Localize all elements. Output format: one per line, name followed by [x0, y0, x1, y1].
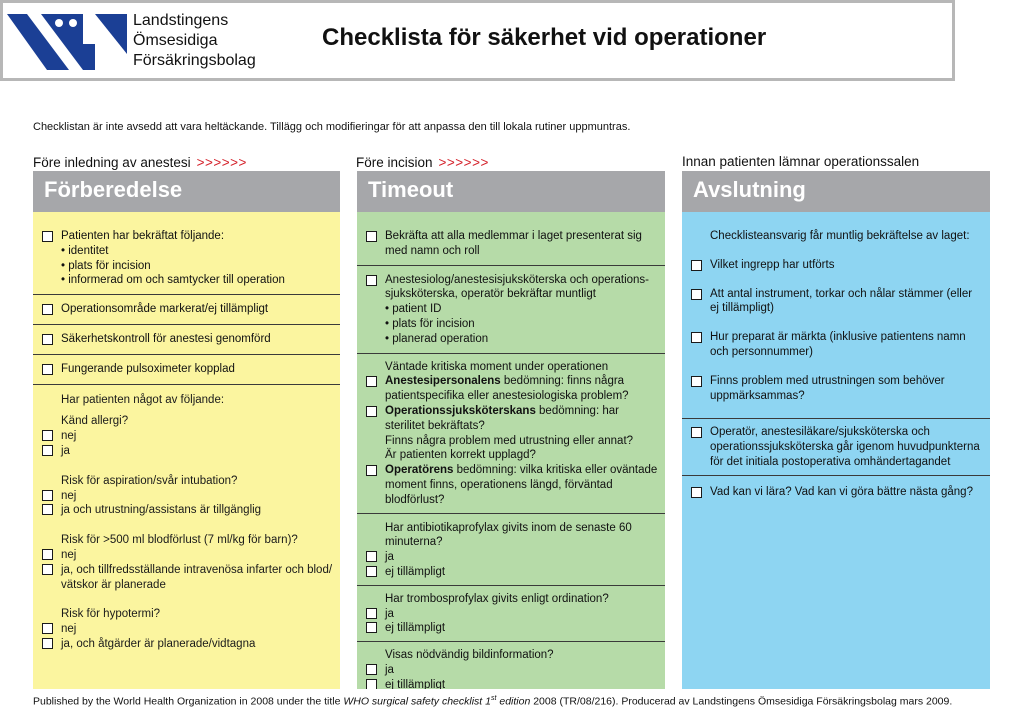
phase-label-1: [33, 155, 247, 170]
checklist-item: [357, 266, 665, 354]
item-text: Vilket ingrepp har utförts: [710, 258, 835, 271]
item-text: Anestesiolog/anestesisjuksköterska och operations-: [385, 273, 650, 286]
checkbox[interactable]: [366, 679, 377, 689]
item-text: Säkerhetskontroll för anestesi genomförd: [61, 332, 271, 345]
footer-part: Published by the World Health Organization in 2008 under the title: [33, 695, 344, 708]
item-text: blodförlust?: [385, 493, 445, 506]
checklist-item: [33, 229, 340, 295]
item-text: patientspecifika eller anestesiologiska problem?: [385, 390, 629, 403]
checkbox[interactable]: [42, 623, 53, 634]
checkbox[interactable]: [42, 564, 53, 575]
checklist-item: [682, 476, 990, 500]
arrows-icon: >>>>>>: [438, 155, 489, 170]
option-text: nej: [61, 430, 77, 443]
option-text: nej: [61, 548, 77, 561]
section-intro: [682, 212, 990, 244]
checkbox[interactable]: [366, 376, 377, 387]
role-label: Anestesipersonalens: [385, 375, 501, 388]
checkbox[interactable]: [691, 427, 702, 438]
checkbox[interactable]: [42, 490, 53, 501]
checkbox[interactable]: [42, 334, 53, 345]
checklist-item: [682, 360, 990, 420]
checkbox[interactable]: [366, 608, 377, 619]
item-text: Fungerande pulsoximeter kopplad: [61, 362, 235, 375]
footer-part: 2008 (TR/08/216). Producerad av Landstingens Ömsesidiga Försäkringsbolag mars 2009.: [530, 695, 953, 708]
column-header: Timeout: [357, 171, 665, 212]
column-header: Avslutning: [682, 171, 990, 212]
phase-text: Före inledning av anestesi: [33, 155, 191, 170]
sub-item: [385, 374, 661, 389]
checklist-item: [357, 514, 665, 586]
org-name-line: Ömsesidiga: [133, 32, 218, 49]
item-text: Operationsområde markerat/ej tillämpligt: [61, 303, 269, 316]
checklist-item: [682, 244, 990, 273]
option: [357, 621, 661, 636]
question-text: Känd allergi?: [61, 415, 129, 428]
org-name: [133, 11, 256, 71]
option: [33, 548, 340, 563]
checkbox[interactable]: [366, 622, 377, 633]
checkbox[interactable]: [691, 289, 702, 300]
checkbox[interactable]: [366, 566, 377, 577]
checkbox[interactable]: [42, 445, 53, 456]
option-text: ja: [385, 663, 394, 676]
org-name-line: Landstingens: [133, 12, 229, 29]
checkbox[interactable]: [366, 275, 377, 286]
question-text: Risk för aspiration/svår intubation?: [61, 474, 238, 487]
checklist-item: [682, 316, 990, 360]
option-text: nej: [61, 623, 77, 636]
checklist-item: [682, 273, 990, 317]
checkbox[interactable]: [42, 504, 53, 515]
option: [33, 503, 340, 518]
item-text: bedömning: har: [535, 404, 619, 417]
option: [33, 444, 340, 459]
item-text: Vad kan vi lära? Vad kan vi göra bättre nästa gång?: [710, 485, 973, 498]
footer-sup: st: [490, 695, 497, 702]
item-text: Hur preparat är märkta (inklusive patientens namn: [710, 331, 966, 344]
role-label: Operationssjuksköterskans: [385, 404, 536, 417]
checkbox[interactable]: [42, 304, 53, 315]
option-text: vätskor är planerade: [61, 578, 166, 591]
bullet-text: • patient ID: [385, 303, 442, 316]
question-text: minuterna?: [385, 536, 443, 549]
phase-text: Innan patienten lämnar operationssalen: [682, 154, 920, 169]
question-text: Visas nödvändig bildinformation?: [385, 649, 554, 662]
item-text: Bekräfta att alla medlemmar i laget presenterat sig: [385, 230, 642, 242]
checklist-item: [357, 642, 665, 689]
checkbox[interactable]: [691, 332, 702, 343]
option: [33, 637, 340, 652]
option: [33, 429, 340, 444]
option-text: nej: [61, 489, 77, 502]
option-text: ej tillämpligt: [385, 622, 446, 635]
column-timeout: [357, 171, 665, 689]
option-text: ja: [385, 607, 394, 620]
checkbox[interactable]: [366, 465, 377, 476]
org-name-line: Försäkringsbolag: [133, 52, 256, 69]
checklist-item: [357, 586, 665, 642]
bullet-text: • planerad operation: [385, 332, 489, 345]
bullet-text: • plats för incision: [385, 317, 475, 330]
item-text: Finns några problem med utrustning eller annat?: [385, 434, 634, 447]
checkbox[interactable]: [42, 549, 53, 560]
document-title: Checklista för säkerhet vid operationer: [322, 24, 767, 51]
checkbox[interactable]: [42, 638, 53, 649]
header-box: [0, 0, 955, 81]
checkbox[interactable]: [691, 487, 702, 498]
item-text: ej tillämpligt): [710, 302, 774, 315]
option-text: ja, och åtgärder är planerade/vidtagna: [61, 637, 256, 650]
bullet-text: • informerad om och samtycker till operation: [61, 274, 285, 287]
arrows-icon: >>>>>>: [196, 155, 247, 170]
phase-text: Före incision: [356, 155, 433, 170]
item-text: Är patienten korrekt upplagd?: [385, 449, 536, 462]
option: [33, 489, 340, 504]
footer-text: [33, 695, 952, 708]
question-text: Risk för >500 ml blodförlust (7 ml/kg för barn)?: [61, 534, 298, 547]
footer-italic: WHO surgical safety checklist 1: [343, 695, 491, 708]
item-text: Operatör, anestesiläkare/sjuksköterska och: [710, 426, 930, 439]
checkbox[interactable]: [42, 364, 53, 375]
item-text: Att antal instrument, torkar och nålar stämmer (eller: [710, 287, 973, 300]
checkbox[interactable]: [366, 551, 377, 562]
item-text: bedömning: vilka kritiska eller oväntade: [453, 464, 658, 477]
question-text: Har antibiotikaprofylax givits inom de senaste 60: [385, 521, 632, 534]
option-text: ja, och tillfredsställande intravenösa infarter och blod/: [61, 563, 333, 576]
checkbox[interactable]: [691, 376, 702, 387]
checklist-item: [682, 419, 990, 475]
option-text: ej tillämpligt: [385, 678, 446, 689]
checkbox[interactable]: [366, 664, 377, 675]
checklist-item: [33, 295, 340, 325]
checklist-item: [33, 325, 340, 355]
option-text: ja: [61, 444, 70, 457]
option: [357, 607, 661, 622]
item-text: operationssjuksköterska går igenom huvudpunkterna: [710, 441, 980, 454]
checkbox[interactable]: [42, 231, 53, 242]
item-text: med namn och roll: [385, 244, 480, 257]
lof-logo-icon: [7, 14, 127, 70]
checklist-item: [357, 354, 665, 514]
option: [33, 622, 340, 637]
item-text: Väntade kritiska moment under operationen: [385, 360, 609, 373]
phase-label-3: [682, 154, 919, 169]
intro-text: Checklisteansvarig får muntlig bekräftelse av laget:: [710, 230, 970, 242]
option: [357, 678, 661, 689]
option-text: ej tillämpligt: [385, 565, 446, 578]
item-text: Finns problem med utrustningen som behöver: [710, 374, 945, 387]
checkbox[interactable]: [366, 231, 377, 242]
column-forberedelse: [33, 171, 340, 689]
bullet-text: • plats för incision: [61, 259, 151, 272]
option: [33, 563, 340, 578]
checkbox[interactable]: [691, 260, 702, 271]
question-text: Risk för hypotermi?: [61, 608, 161, 621]
checklist-item: [357, 229, 665, 266]
option: [357, 565, 661, 580]
option: [357, 663, 661, 678]
item-text: och personnummer): [710, 345, 813, 358]
bullet-text: • identitet: [61, 244, 109, 257]
item-text: för det initiala postoperativa omhändertagandet: [710, 455, 951, 468]
phase-label-2: [356, 155, 489, 170]
item-text: bedömning: finns några: [500, 375, 625, 388]
checklist-item: [33, 355, 340, 385]
question-text: Har trombosprofylax givits enligt ordination?: [385, 592, 609, 605]
item-text: uppmärksammas?: [710, 389, 805, 402]
option-text: ja: [385, 551, 394, 564]
item-text: sterilitet bekräftats?: [385, 419, 485, 432]
item-text: Patienten har bekräftat följande:: [61, 230, 225, 242]
sub-item: [385, 463, 661, 478]
item-text: sjuksköterska, operatör bekräftar muntligt: [385, 288, 596, 301]
section-intro: Har patienten något av följande:: [61, 393, 225, 406]
risk-section: [33, 385, 340, 652]
sub-item: [385, 404, 661, 419]
option-text: ja och utrustning/assistans är tillgänglig: [61, 504, 262, 517]
checkbox[interactable]: [366, 406, 377, 417]
checkbox[interactable]: [42, 430, 53, 441]
role-label: Operatörens: [385, 464, 454, 477]
option: [357, 550, 661, 565]
column-avslutning: [682, 171, 990, 689]
disclaimer-text: Checklistan är inte avsedd att vara heltäckande. Tillägg och modifieringar för att anpassa den till lokala rutiner uppmuntras.: [33, 121, 631, 133]
column-header: Förberedelse: [33, 171, 340, 212]
footer-italic: edition: [496, 695, 531, 708]
item-text: moment finns, operationens längd, förväntad: [385, 478, 613, 491]
